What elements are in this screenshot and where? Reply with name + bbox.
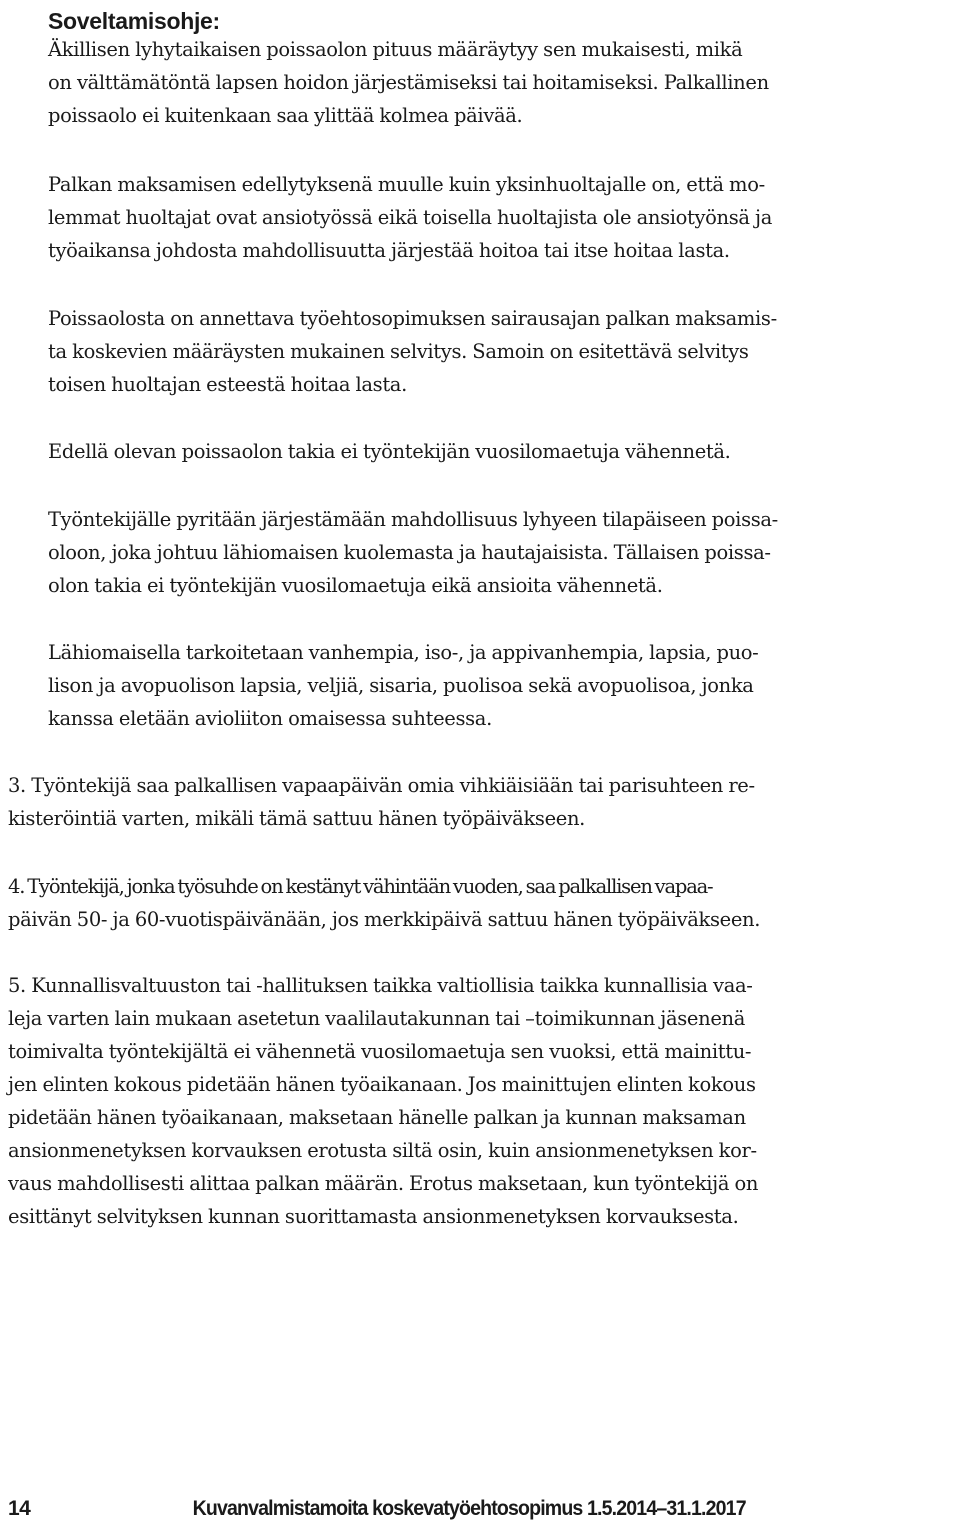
- text-line: 4. Työntekijä, jonka työsuhde on kestänyt vähintään vuoden, saa palkallisen vapaa-: [8, 875, 713, 898]
- numbered-item-5: [8, 969, 758, 1233]
- section-heading: Soveltamisohje:: [48, 8, 220, 34]
- paragraph-holiday-benefits: [48, 435, 731, 468]
- page-number: 14: [8, 1497, 31, 1520]
- text-line: 3. Työntekijä saa palkallisen vapaapäivän omia vihkiäisiään tai parisuhteen re-: [8, 774, 755, 797]
- text-line: ansionmenetyksen korvauksen erotusta siltä osin, kuin ansionmenetyksen kor-: [8, 1139, 757, 1162]
- paragraph-absence-length: [48, 33, 769, 132]
- text-line: oloon, joka johtuu lähiomaisen kuolemasta ja hautajaisista. Tällaisen poissa-: [48, 541, 771, 564]
- text-line: poissaolo ei kuitenkaan saa ylittää kolmea päivää.: [48, 104, 523, 127]
- numbered-item-3: [8, 769, 755, 835]
- text-line: esittänyt selvityksen kunnan suorittamasta ansionmenetyksen korvauksesta.: [8, 1205, 739, 1228]
- text-line: lison ja avopuolison lapsia, veljiä, sisaria, puolisoa sekä avopuolisoa, jonka: [48, 674, 754, 697]
- text-line: toimivalta työntekijältä ei vähennetä vuosilomaetuja sen vuoksi, että mainittu-: [8, 1040, 752, 1063]
- text-line: jen elinten kokous pidetään hänen työaikanaan. Jos mainittujen elinten kokous: [8, 1073, 756, 1096]
- text-line: leja varten lain mukaan asetetun vaalilautakunnan tai –toimikunnan jäsenenä: [8, 1007, 745, 1030]
- text-line: on välttämätöntä lapsen hoidon järjestämiseksi tai hoitamiseksi. Palkallinen: [48, 71, 769, 94]
- paragraph-bereavement-leave: [48, 503, 778, 602]
- paragraph-absence-report: [48, 302, 777, 401]
- text-line: päivän 50- ja 60-vuotispäivänään, jos merkkipäivä sattuu hänen työpäiväkseen.: [8, 908, 761, 931]
- text-line: Työntekijälle pyritään järjestämään mahdollisuus lyhyeen tilapäiseen poissa-: [48, 508, 778, 531]
- text-line: olon takia ei työntekijän vuosilomaetuja eikä ansioita vähennetä.: [48, 574, 663, 597]
- text-line: ta koskevien määräysten mukainen selvitys. Samoin on esitettävä selvitys: [48, 340, 749, 363]
- numbered-item-4: [8, 870, 760, 936]
- footer-document-title: Kuvanvalmistamoita koskevatyöehtosopimus 1.5.2014–31.1.2017: [192, 1497, 746, 1520]
- text-line: työaikansa johdosta mahdollisuutta järjestää hoitoa tai itse hoitaa lasta.: [48, 239, 730, 262]
- text-line: Poissaolosta on annettava työehtosopimuksen sairausajan palkan maksamis-: [48, 307, 777, 330]
- text-line: kisteröintiä varten, mikäli tämä sattuu hänen työpäiväkseen.: [8, 807, 586, 830]
- text-line: lemmat huoltajat ovat ansiotyössä eikä toisella huoltajista ole ansiotyönsä ja: [48, 206, 773, 229]
- paragraph-pay-condition: [48, 168, 772, 267]
- text-line: vaus mahdollisesti alittaa palkan määrän. Erotus maksetaan, kun työntekijä on: [8, 1172, 759, 1195]
- text-line: Edellä olevan poissaolon takia ei työntekijän vuosilomaetuja vähennetä.: [48, 440, 731, 463]
- text-line: Äkillisen lyhytaikaisen poissaolon pituus määräytyy sen mukaisesti, mikä: [48, 38, 743, 61]
- text-line: 5. Kunnallisvaltuuston tai -hallituksen taikka valtiollisia taikka kunnallisia vaa-: [8, 974, 753, 997]
- paragraph-close-relative-definition: [48, 636, 758, 735]
- text-line: kanssa eletään avioliiton omaisessa suhteessa.: [48, 707, 492, 730]
- text-line: pidetään hänen työaikanaan, maksetaan hänelle palkan ja kunnan maksaman: [8, 1106, 746, 1129]
- text-line: toisen huoltajan esteestä hoitaa lasta.: [48, 373, 407, 396]
- text-line: Lähiomaisella tarkoitetaan vanhempia, iso-, ja appivanhempia, lapsia, puo-: [48, 641, 759, 664]
- text-line: Palkan maksamisen edellytyksenä muulle kuin yksinhuoltajalle on, että mo-: [48, 173, 765, 196]
